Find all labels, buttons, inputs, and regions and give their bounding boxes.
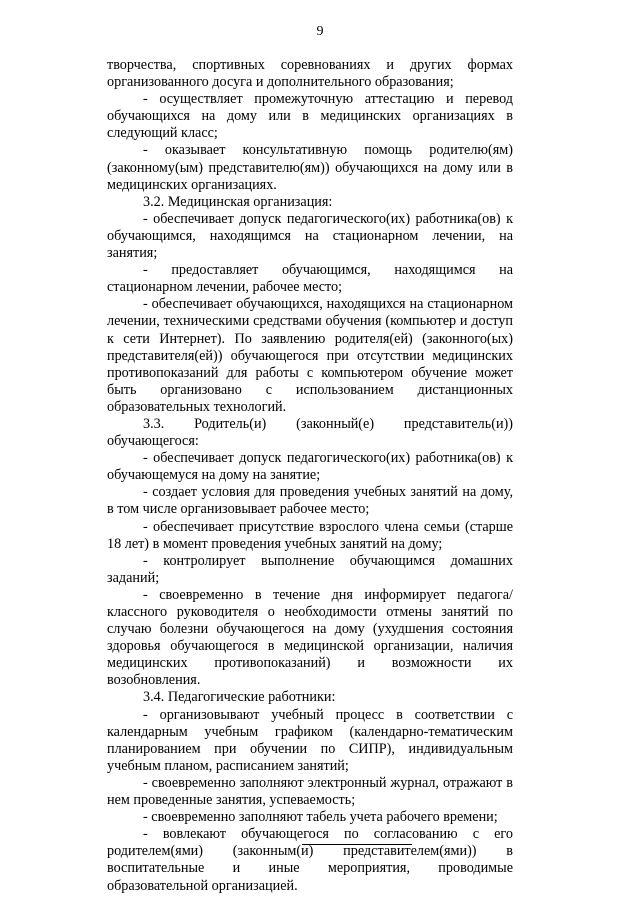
section-heading: 3.3. Родитель(и) (законный(е) представитель(и)) обучающегося: — [107, 415, 513, 450]
paragraph: - своевременно заполняют табель учета рабочего времени; — [143, 809, 498, 826]
paragraph: - осуществляет промежуточную аттестацию и перевод обучающихся на дому или в медицинских организациях в следующий класс; — [107, 91, 513, 142]
paragraph: - обеспечивает присутствие взрослого члена семьи (старше 18 лет) в момент проведения учебных занятий на дому; — [107, 518, 513, 552]
section-heading: 3.2. Медицинская организация: — [143, 193, 333, 210]
paragraph: - создает условия для проведения учебных занятий на дому, в том числе организовывает рабочее место; — [107, 484, 513, 518]
page-number: 9 — [316, 24, 324, 39]
paragraph: - контролирует выполнение обучающимся домашних заданий; — [107, 552, 513, 586]
paragraph: - организовывают учебный процесс в соответствии с календарным учебным графиком (календарно-тематическим планированием при обучении по СИПР), индивидуальным учебным планом, расписанием занятий; — [107, 706, 513, 774]
document-body — [107, 57, 513, 895]
paragraph: - вовлекают обучающегося по согласованию с его родителем(ями) (законным(и) представителем(ями)) в воспитательные и иные мероприятия, проводимые образовательной организацией. — [107, 826, 513, 894]
section-heading: 3.4. Педагогические работники: — [143, 689, 336, 706]
paragraph: - обеспечивает допуск педагогического(их) работника(ов) к обучающемуся на дому на занятие; — [107, 450, 513, 484]
paragraph: - предоставляет обучающимся, находящимся на стационарном лечении, рабочее место; — [107, 262, 513, 296]
paragraph: - своевременно заполняют электронный журнал, отражают в нем проведенные занятия, успеваемость; — [107, 774, 513, 809]
paragraph: - своевременно в течение дня информирует педагога/классного руководителя о необходимости отмены занятий по случаю болезни обучающегося на дому (ухудшения состояния здоровья обучающегося в медицинской организации, наличия медицинских противопоказаний) и возможности их возобновления. — [107, 586, 513, 689]
paragraph: - оказывает консультативную помощь родителю(ям) (законному(ым) представителю(ям)) обучающихся на дому или в медицинских организациях. — [107, 142, 513, 193]
paragraph: творчества, спортивных соревнованиях и других формах организованного досуга и дополнительного образования; — [107, 57, 513, 91]
paragraph: - обеспечивает допуск педагогического(их) работника(ов) к обучающимся, находящимся на стационарном лечении, на занятия; — [107, 210, 513, 262]
paragraph: - обеспечивает обучающихся, находящихся на стационарном лечении, техническими средствами обучения (компьютер и доступ к сети Интернет). По заявлению родителя(ей) (законного(ых) представителя(ей)) обучающегося при отсутствии медицинских противопоказаний для работы с компьютером обучение может быть организовано с использованием дистанционных образовательных технологий. — [107, 296, 513, 415]
end-rule — [302, 844, 412, 845]
